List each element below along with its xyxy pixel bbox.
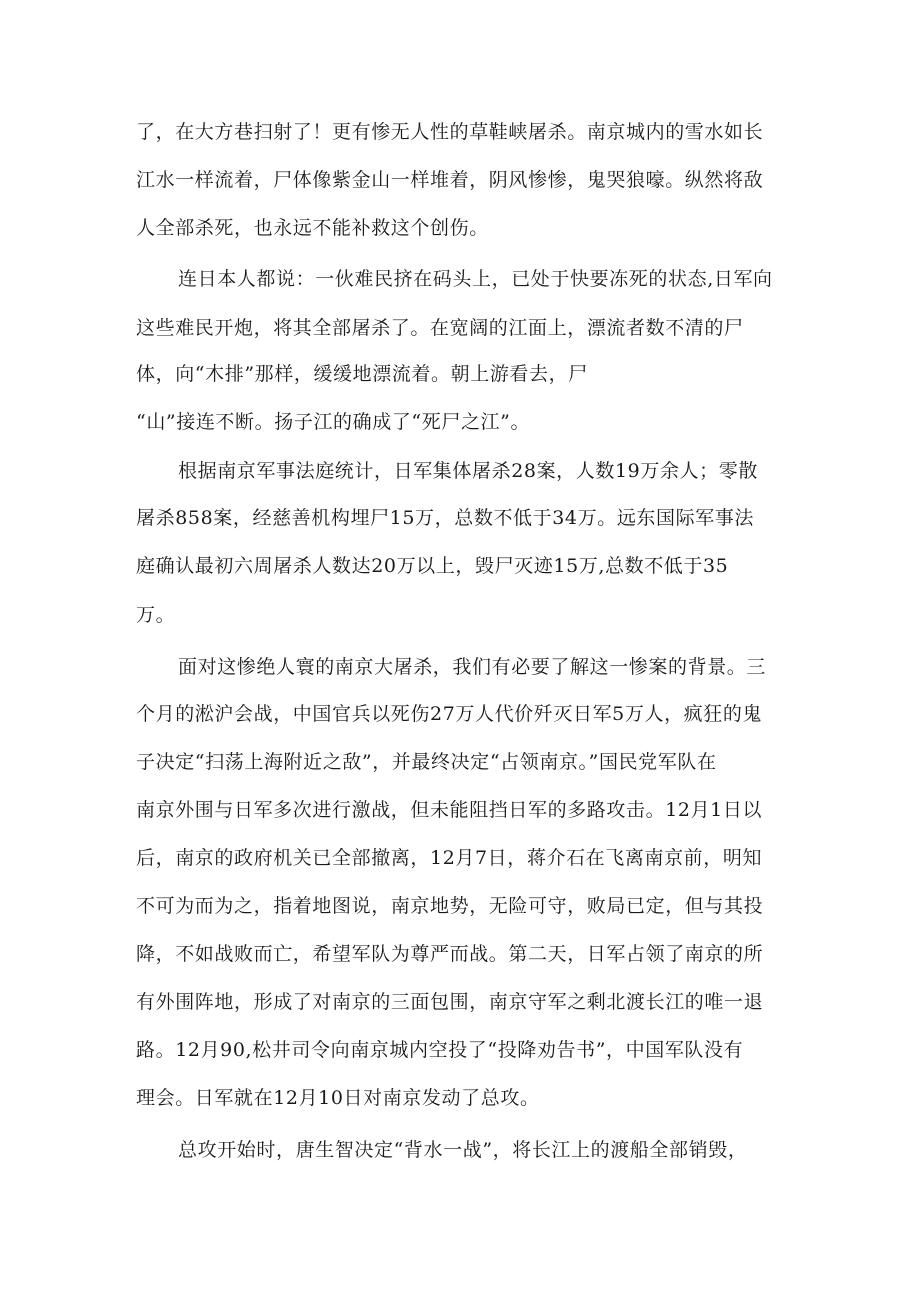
text-line: 降，不如战败而亡，希望军队为尊严而战。第二天，日军占领了南京的所 <box>136 943 764 965</box>
text-line: 不可为而为之，指着地图说，南京地势，无险可守，败局已定，但与其投 <box>136 895 764 917</box>
text-line: 总攻开始时，唐生智决定“背水一战”，将长江上的渡船全部销毁， <box>178 1139 748 1161</box>
text-line: 南京外围与日军多次进行激战，但未能阻挡日军的多路攻击。12月1日以 <box>136 799 763 821</box>
text-line: 子决定“扫荡上海附近之敌”，并最终决定“占领南京。”国民党军队在 <box>136 751 717 773</box>
text-line: 连日本人都说：一伙难民挤在码头上，已处于快要冻死的状态,日军向 <box>178 268 773 290</box>
text-line: 屠杀858案，经慈善机构埋尸15万，总数不低于34万。远东国际军事法 <box>136 507 755 529</box>
text-line: 理会。日军就在12月10日对南京发动了总攻。 <box>136 1087 540 1109</box>
text-line: 庭确认最初六周屠杀人数达20万以上，毁尸灭迹15万,总数不低于35 <box>136 555 729 577</box>
text-line: 万。 <box>136 604 176 626</box>
text-line: 后，南京的政府机关已全部撤离，12月7日，蒋介石在飞离南京前，明知 <box>136 847 763 869</box>
text-line: 了，在大方巷扫射了！更有惨无人性的草鞋峡屠杀。南京城内的雪水如长 <box>136 121 764 143</box>
text-line: 有外围阵地，形成了对南京的三面包围，南京守军之剩北渡长江的唯一退 <box>136 991 764 1013</box>
text-line: 江水一样流着，尸体像紫金山一样堆着，阴风惨惨，鬼哭狼嚎。纵然将敌 <box>136 169 764 191</box>
text-line: “山”接连不断。扬子江的确成了“死尸之江”。 <box>136 411 531 433</box>
text-line: 面对这惨绝人寰的南京大屠杀，我们有必要了解这一惨案的背景。三 <box>178 656 767 678</box>
text-line: 根据南京军事法庭统计，日军集体屠杀28案，人数19万余人；零散 <box>178 460 758 482</box>
text-line: 人全部杀死，也永远不能补救这个创伤。 <box>136 217 489 239</box>
text-line: 个月的淞沪会战，中国官兵以死伤27万人代价歼灭日军5万人，疯狂的鬼 <box>136 703 763 725</box>
text-line: 这些难民开炮，将其全部屠杀了。在宽阔的江面上，漂流者数不清的尸 <box>136 317 744 339</box>
text-line: 体，向“木排”那样，缓缓地漂流着。朝上游看去，尸 <box>136 363 588 385</box>
text-line: 路。12月90,松井司令向南京城内空投了“投降劝告书”，中国军队没有 <box>136 1039 744 1061</box>
